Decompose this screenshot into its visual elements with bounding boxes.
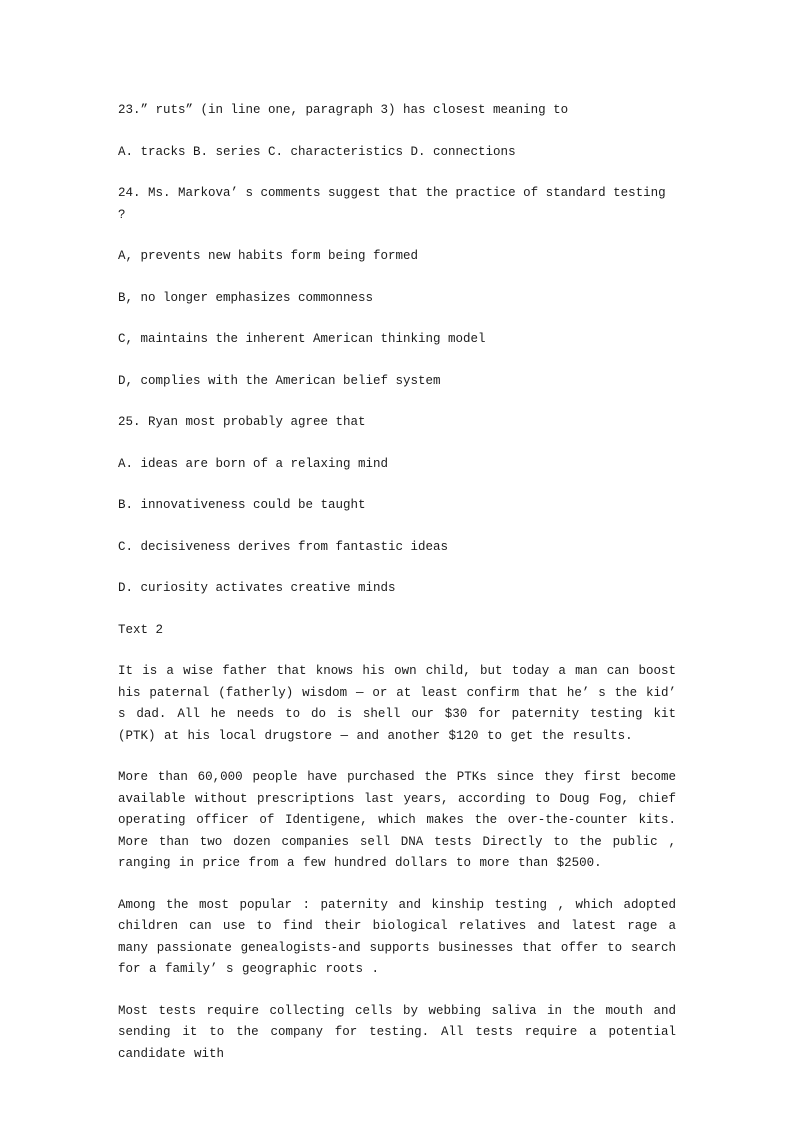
text2-paragraph-3: Among the most popular : paternity and kinship testing , which adopted children can use to find their biological relatives and latest rage a many passionate genealogists-and supports businesses that offer to search for a family’ s geographic roots . bbox=[118, 897, 676, 976]
question-24-option-d: D, complies with the American belief system bbox=[118, 373, 441, 388]
question-24-stem: 24. Ms. Markova’ s comments suggest that the practice of standard testing ? bbox=[118, 186, 674, 222]
question-24-option-b: B, no longer emphasizes commonness bbox=[118, 290, 374, 305]
question-23-stem: 23.” ruts” (in line one, paragraph 3) has closest meaning to bbox=[118, 103, 569, 117]
text2-paragraph-4: Most tests require collecting cells by webbing saliva in the mouth and sending it to the company for testing. All tests require a potential candidate with bbox=[118, 1003, 676, 1061]
question-23-options: A. tracks B. series C. characteristics D. connections bbox=[118, 144, 516, 159]
text2-heading: Text 2 bbox=[118, 622, 164, 637]
question-25-option-d: D. curiosity activates creative minds bbox=[118, 581, 396, 595]
question-25-option-b: B. innovativeness could be taught bbox=[118, 498, 366, 512]
question-25-option-a: A. ideas are born of a relaxing mind bbox=[118, 456, 389, 471]
text2-paragraph-1: It is a wise father that knows his own child, but today a man can boost his paternal (fatherly) wisdom — or at least confirm that he’ s the kid’ s dad. All he needs to do is shell our $30 for paternity testing kit (PTK) at his local drugstore — and another $120 to get the results. bbox=[118, 664, 676, 743]
text2-paragraph-2: More than 60,000 people have purchased the PTKs since they first become available without prescriptions last years, according to Doug Fog, chief operating officer of Identigene, which makes the over-the-counter kits. More than two dozen companies sell DNA tests Directly to the public , ranging in price from a few hundred dollars to more than $2500. bbox=[118, 770, 676, 870]
question-24-option-c: C, maintains the inherent American thinking model bbox=[118, 332, 486, 346]
question-24-option-a: A, prevents new habits form being formed bbox=[118, 249, 419, 263]
question-25-option-c: C. decisiveness derives from fantastic ideas bbox=[118, 539, 449, 554]
question-25-stem: 25. Ryan most probably agree that bbox=[118, 415, 366, 429]
